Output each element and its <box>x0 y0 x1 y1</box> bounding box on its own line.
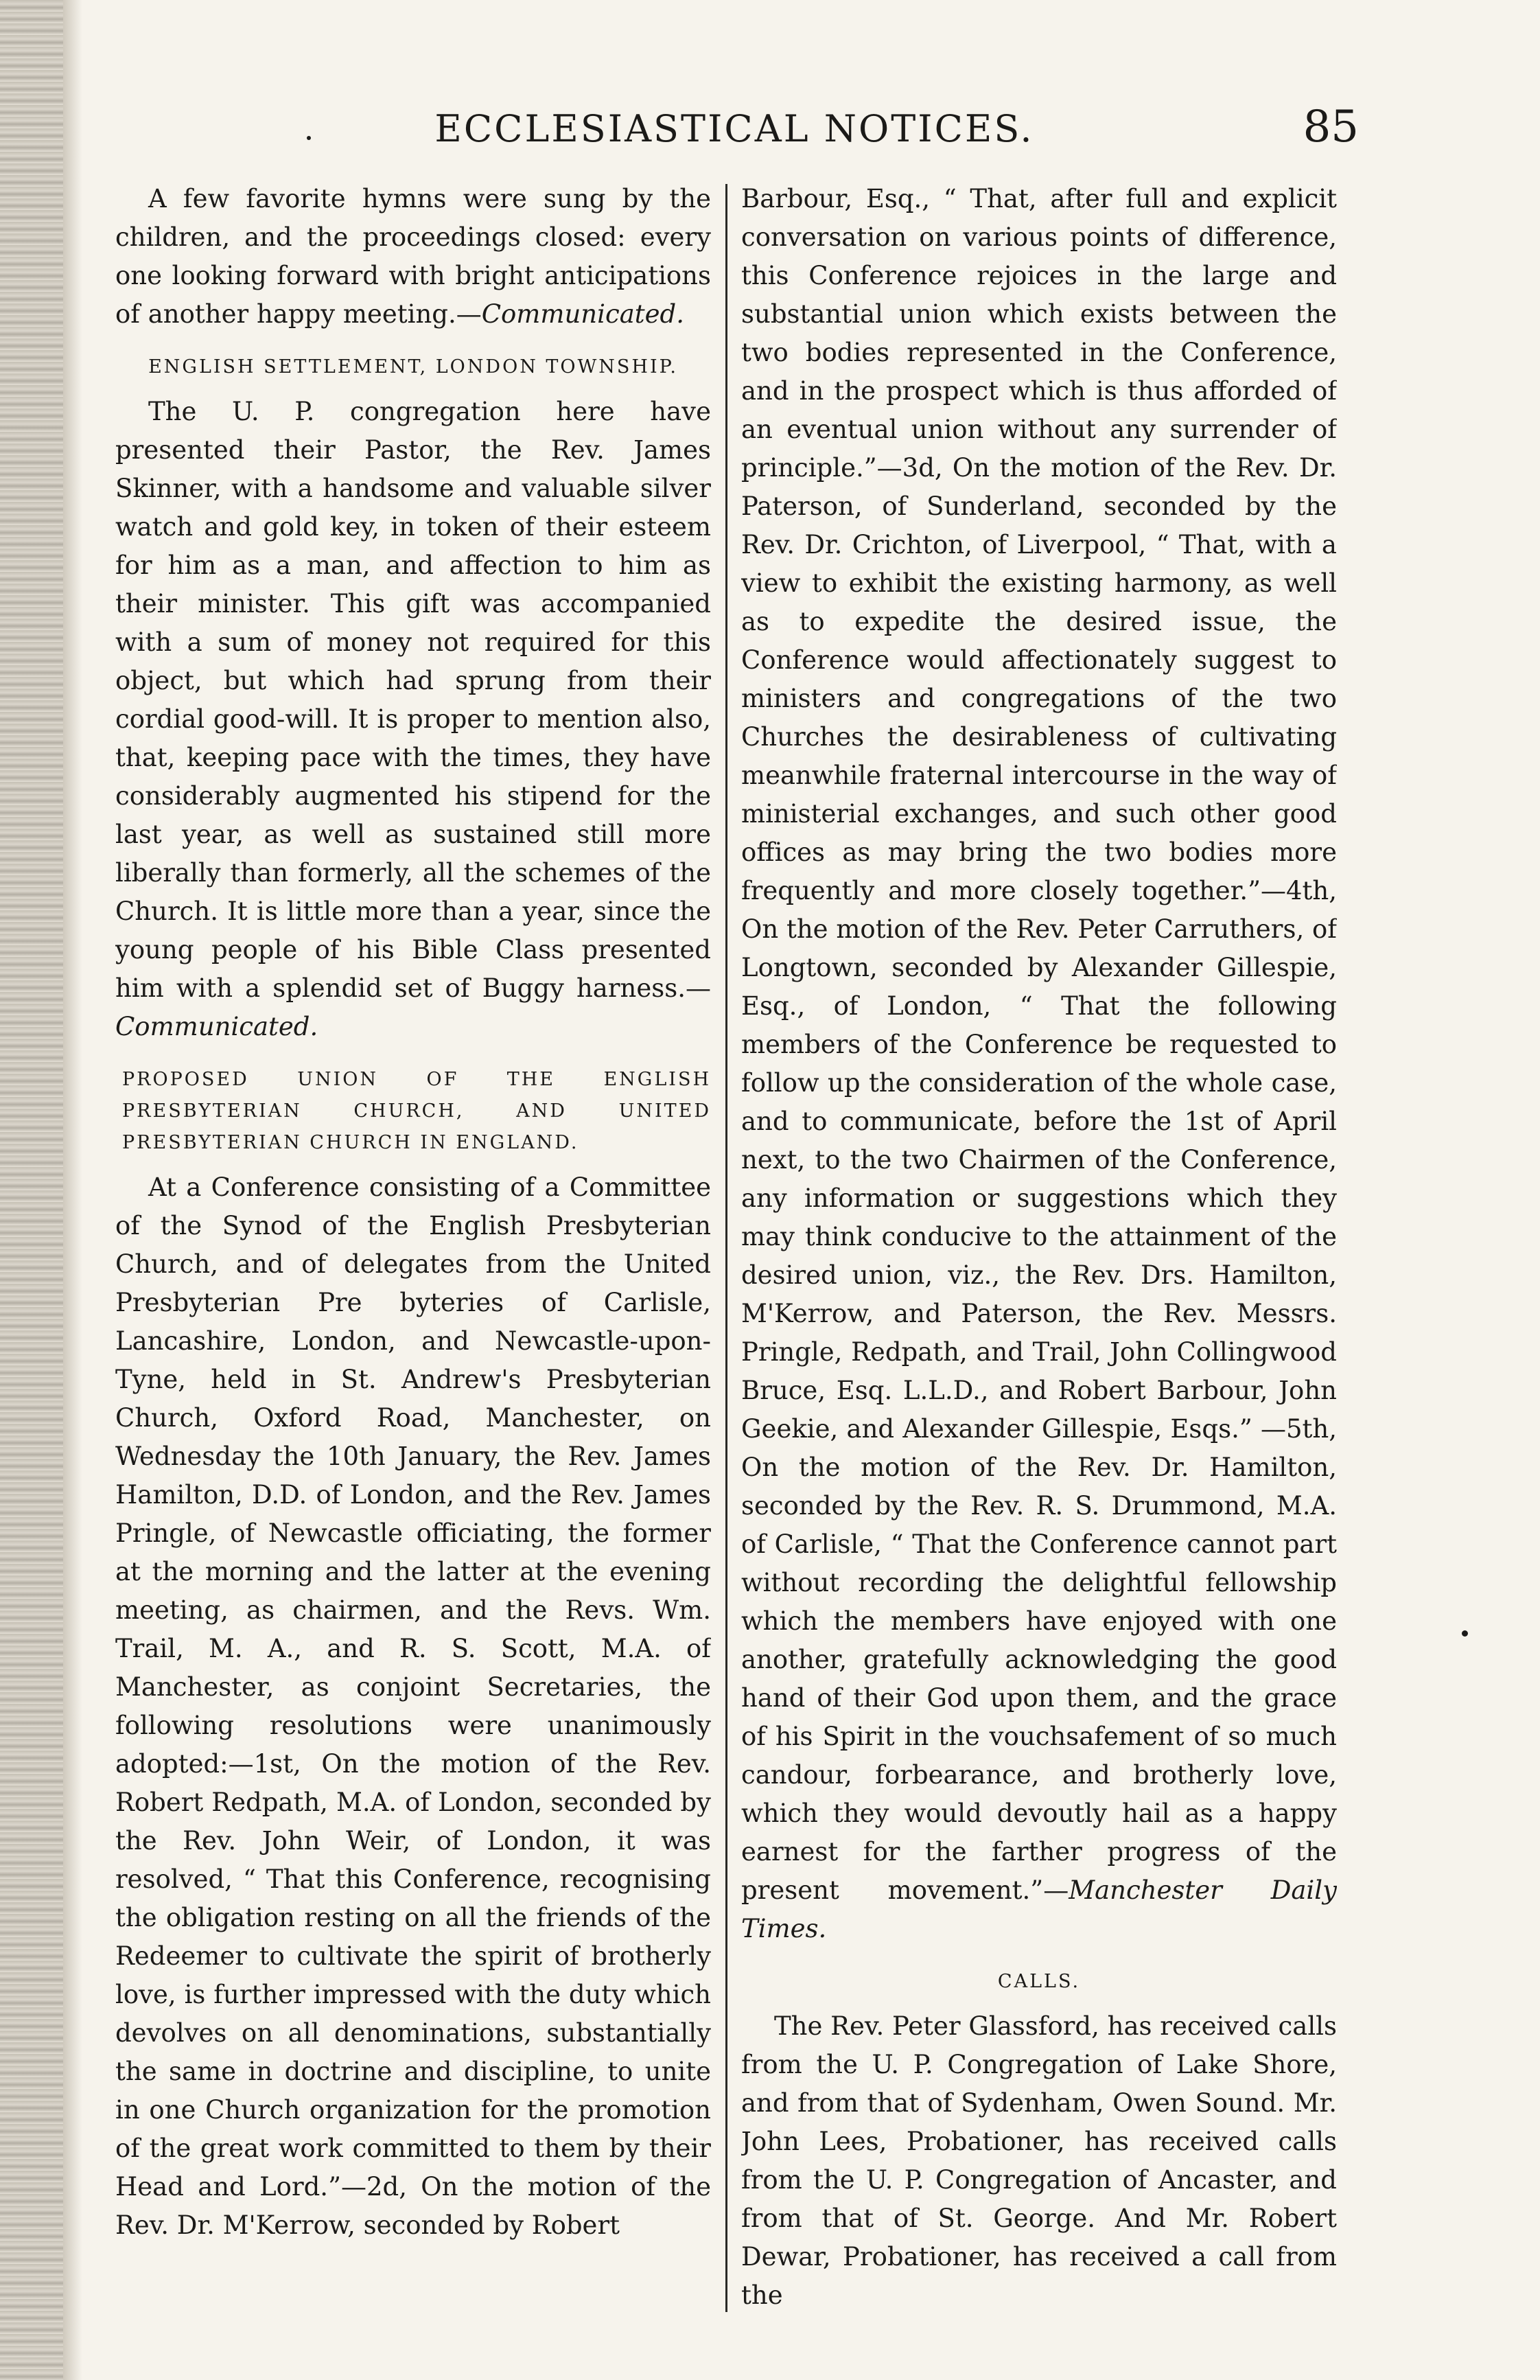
page-gutter <box>63 0 82 2380</box>
paragraph-text: The U. P. congregation here have presented their Pastor, the Rev. James Skinner, with a handsome and valuable silver watch and gold key, in token of their esteem for him as a man, and affection to him as their minister. This gift was accompanied with a sum of money not required for this object, but which had sprung from their cordial good-will. It is proper to mention also, that, keeping pace with the times, they have considerably augmented his stipend for the last year, as well as sustained still more liberally than formerly, all the schemes of the Church. It is little more than a year, since the young people of his Bible Class presented him with a splendid set of Buggy harness.— <box>115 397 711 1003</box>
paragraph-text: Barbour, Esq., “ That, after full and explicit conversation on various points of difference, this Conference rejoices in the large and substantial union which exists between the two bodies represented in the Conference, and in the prospect which is thus afforded of an eventual union without any surrender of principle.”—3d, On the motion of the Rev. Dr. Paterson, of Sunderland, seconded by the Rev. Dr. Crichton, of Liverpool, “ That, with a view to exhibit the existing harmony, as well as to expedite the desired issue, the Conference would affectionately suggest to ministers and congregations of the two Churches the desirableness of cultivating meanwhile fraternal intercourse in the way of ministerial exchanges, and such other good offices as may bring the two bodies more frequently and more closely together.”—4th, On the motion of the Rev. Peter Carruthers, of Longtown, seconded by Alexander Gillespie, Esq., of London, “ That the following members of the Conference be requested to follow up the consideration of the whole case, and to communicate, before the 1st of April next, to the two Chairmen of the Conference, any information or suggestions which they may think conducive to the attainment of the desired union, viz., the Rev. Drs. Hamilton, M'Kerrow, and Paterson, the Rev. Messrs. Pringle, Redpath, and Trail, John Collingwood Bruce, Esq. L.L.D., and Robert Barbour, John Geekie, and Alexander Gillespie, Esqs.” —5th, On the motion of the Rev. Dr. Hamilton, seconded by the Rev. R. S. Drummond, M.A. of Carlisle, “ That the Conference cannot part without recording the delightful fellowship which the members have enjoyed with one another, gratefully acknowledging the good hand of their God upon them, and the grace of his Spirit in the vouchsafement of so much candour, forbearance, and brotherly love, which they would devoutly hail as a happy earnest for the farther progress of the present movement.”— <box>741 184 1337 1905</box>
page-number: 85 <box>1303 102 1359 152</box>
signature: Communicated. <box>115 1012 318 1041</box>
paragraph-conference: At a Conference consisting of a Committee of the Synod of the English Presbyterian Church, and of delegates from the United Presbyterian Pre byteries of Carlisle, Lancashire, London, and Newcastle-upon-Tyne, held in St. Andrew's Presbyterian Church, Oxford Road, Manchester, on Wednesday the 10th January, the Rev. James Hamilton, D.D. of London, and the Rev. James Pringle, of Newcastle officiating, the former at the morning and the latter at the evening meeting, as chairmen, and the Revs. Wm. Trail, M. A., and R. S. Scott, M.A. of Manchester, as conjoint Secretaries, the following resolutions were unanimously adopted:—1st, On the motion of the Rev. Robert Redpath, M.A. of London, seconded by the Rev. John Weir, of London, it was resolved, “ That this Conference, recognising the obligation resting on all the friends of the Redeemer to cultivate the spirit of brotherly love, is further impressed with the duty which devolves on all denominations, substantially the same in doctrine and discipline, to unite in one Church organization for the promotion of the great work committed to them by their Head and Lord.”—2d, On the motion of the Rev. Dr. M'Kerrow, seconded by Robert <box>115 1172 711 2240</box>
paragraph-presentation <box>115 393 711 1046</box>
paragraph-text: A few favorite hymns were sung by the children, and the proceedings closed: every one looking forward with bright anticipations of another happy meeting.— <box>115 184 711 329</box>
paragraph-hymns <box>115 180 711 334</box>
section-heading-proposed-union: PROPOSED UNION OF THE ENGLISH PRESBYTERIAN CHURCH, AND UNITED PRESBYTERIAN CHURCH IN ENGLAND. <box>122 1069 711 1153</box>
right-column <box>741 180 1337 2329</box>
section-heading-english-settlement: ENGLISH SETTLEMENT, LONDON TOWNSHIP. <box>148 356 678 378</box>
page-spine-shadow <box>0 0 63 2380</box>
paragraph-resolutions <box>741 180 1337 1948</box>
section-heading-calls: CALLS. <box>997 1971 1081 1992</box>
running-title: ECCLESIASTICAL NOTICES. <box>434 107 1034 150</box>
signature: Manchester Daily Times. <box>741 1875 1337 1943</box>
header-speck <box>307 136 311 140</box>
column-divider <box>725 184 727 2312</box>
signature: Communicated. <box>481 299 684 329</box>
left-column <box>115 180 711 2329</box>
paragraph-calls: The Rev. Peter Glassford, has received calls from the U. P. Congregation of Lake Shore, and from that of Sydenham, Owen Sound. Mr. John Lees, Probationer, has received calls from the U. P. Congregation of Ancaster, and from that of St. George. And Mr. Robert Dewar, Probationer, has received a call from the <box>741 2011 1337 2310</box>
margin-speck <box>1462 1630 1468 1637</box>
page-header <box>110 102 1359 163</box>
